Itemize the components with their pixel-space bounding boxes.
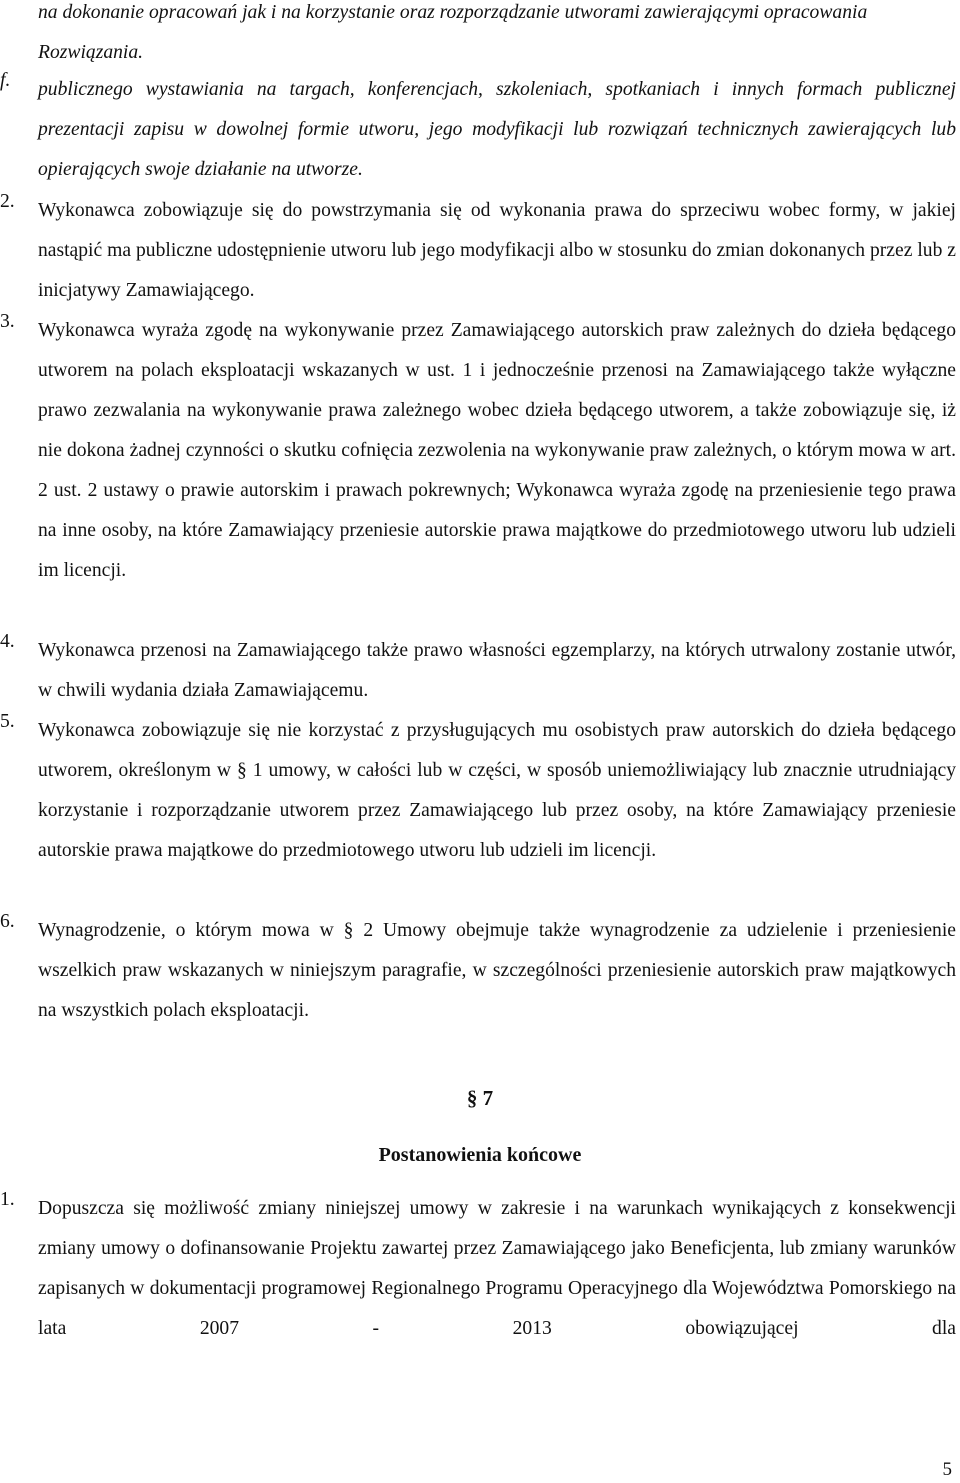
list-item-4 xyxy=(0,631,956,711)
list-item-text: Wykonawca wyraża zgodę na wykonywanie przez Zamawiającego autorskich praw zależnych do dzieła będącego utworem na polach eksploatacji wskazanych w ust. 1 i jednocześnie przenosi na Zamawiającego także wyłączne prawo zezwalania na wykonywanie prawa zależnego wobec dzieła będącego utworem, a także zobowiązuje się, iż nie dokona żadnej czynności o skutku cofnięcia zezwolenia na wykonywanie praw zależnych, o którym mowa w art. 2 ust. 2 ustawy o prawie autorskim i prawach pokrewnych; Wykonawca wyraża zgodę na przeniesienie tego prawa na inne osoby, na które Zamawiający przeniesie autorskie prawa majątkowe do przedmiotowego utworu lub udzieli im licencji. xyxy=(38,320,956,581)
list-marker: 1. xyxy=(0,1189,15,1210)
page-number: 5 xyxy=(942,1459,952,1480)
list-marker: 2. xyxy=(0,191,15,212)
list-item-text: Wykonawca zobowiązuje się nie korzystać z przysługujących mu osobistych praw autorskich do dzieła będącego utworem, określonym w § 1 umowy, w całości lub w części, w sposób uniemożliwiający lub znacznie utrudniający korzystanie i rozporządzanie utworem przez Zamawiającego lub przez osoby, na które Zamawiający przeniesie autorskie prawa majątkowe do przedmiotowego utworu lub udzieli im licencji. xyxy=(38,720,956,861)
list-marker: 4. xyxy=(0,631,15,652)
list-marker: 3. xyxy=(0,311,15,332)
final-list-item-1 xyxy=(0,1189,956,1349)
list-marker: f. xyxy=(0,70,11,91)
continuation-text: na dokonanie opracowań jak i na korzystanie oraz rozporządzanie utworami zawierającymi opracowania Rozwiązania. xyxy=(38,2,868,63)
list-marker: 5. xyxy=(0,711,15,732)
list-item-3 xyxy=(0,311,956,591)
list-item-2 xyxy=(0,191,956,311)
list-item-6 xyxy=(0,911,956,1031)
list-item-text: Wynagrodzenie, o którym mowa w § 2 Umowy obejmuje także wynagrodzenie za udzielenie i przeniesienie wszelkich praw wskazanych w niniejszym paragrafie, w szczególności przeniesienie autorskich praw majątkowych na wszystkich polach eksploatacji. xyxy=(38,920,956,1021)
list-item-text: Dopuszcza się możliwość zmiany niniejszej umowy w zakresie i na warunkach wynikających z konsekwencji zmiany umowy o dofinansowanie Projektu zawartej przez Zamawiającego jako Beneficjenta, lub zmiany warunków zapisanych w dokumentacji programowej Regionalnego Programu Operacyjnego dla Województwa Pomorskiego na lata 2007 - 2013 obowiązującej dla xyxy=(38,1198,956,1339)
list-marker: 6. xyxy=(0,911,15,932)
list-item-text: Wykonawca przenosi na Zamawiającego także prawo własności egzemplarzy, na których utrwalony zostanie utwór, w chwili wydania działa Zamawiającemu. xyxy=(38,640,956,701)
list-item-5 xyxy=(0,711,956,871)
section-number: § 7 xyxy=(466,1086,494,1110)
list-item-text: publicznego wystawiania na targach, konferencjach, szkoleniach, spotkaniach i innych formach publicznej prezentacji zapisu w dowolnej formie utworu, jego modyfikacji lub rozwiązań technicznych zawierających lub opierających swoje działanie na utworze. xyxy=(38,79,956,180)
list-item-text: Wykonawca zobowiązuje się do powstrzymania się od wykonania prawa do sprzeciwu wobec formy, w jakiej nastąpić ma publiczne udostępnienie utworu lub jego modyfikacji albo w stosunku do zmian dokonanych przez lub z inicjatywy Zamawiającego. xyxy=(38,200,956,301)
section-title: Postanowienia końcowe xyxy=(378,1144,582,1166)
list-item-f xyxy=(0,70,956,190)
